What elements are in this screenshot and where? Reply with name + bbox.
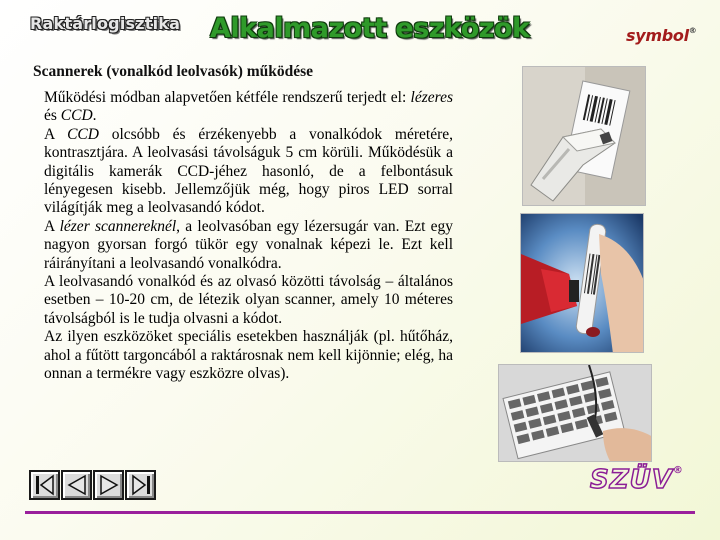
keyboard-photo [498, 364, 652, 462]
szuv-logo-text: SZÜV [590, 465, 673, 495]
szuv-logo-reg: ® [672, 465, 684, 476]
previous-slide-icon [65, 474, 89, 496]
p2-text-pre: A [44, 125, 68, 143]
paragraph-3 [44, 218, 453, 273]
previous-slide-button[interactable] [61, 470, 92, 500]
paragraph-1 [44, 89, 453, 126]
first-slide-icon [33, 474, 57, 496]
p1-text-mid: és [44, 107, 61, 125]
p1-text-post: . [92, 107, 97, 125]
next-slide-icon [97, 474, 121, 496]
paragraph-5: Az ilyen eszközöket speciális esetekben használják (pl. hűtőház, ahol a fűtött targoncából a raktárosnak nem kell kijönnie; elég, ha onnan a termékre vagy eszközre olvas). [44, 328, 453, 383]
red-scanner-photo [520, 213, 644, 353]
p3-text-post: , a leolvasóban egy lézersugár van. Ezt egy nagyon gyorsan forgó tükör egy vonalnak képezi le. Ezt kell ráirányítani a leolvasandó vonalkódra. [44, 217, 454, 272]
scanner-photo [522, 66, 646, 206]
p1-emphasis-ccd: CCD [60, 107, 93, 125]
first-slide-button[interactable] [29, 470, 60, 500]
p3-text-pre: A [44, 217, 60, 235]
next-slide-button[interactable] [93, 470, 124, 500]
p1-text-pre: Működési módban alapvetően kétféle rendszerű terjedt el: [44, 89, 411, 106]
symbol-logo-reg: ® [688, 26, 697, 35]
footer-divider [25, 511, 695, 514]
p3-emphasis-laser: lézer scannereknél [59, 217, 177, 235]
paragraph-4: A leolvasandó vonalkód és az olvasó közötti távolság – általános esetben – 10-20 cm, de létezik olyan scanner, amely 10 méteres távolságból is le tudja olvasni a kódot. [44, 273, 453, 327]
last-slide-icon [129, 474, 153, 496]
body-text [44, 89, 453, 384]
symbol-logo [626, 26, 696, 45]
last-slide-button[interactable] [125, 470, 156, 500]
p1-emphasis-lezeres: lézeres [410, 89, 453, 106]
section-title: Raktárlogisztika [30, 14, 181, 33]
content-subtitle: Scannerek (vonalkód leolvasók) működése [33, 63, 314, 80]
szuv-logo [590, 465, 684, 495]
slide-navigation [29, 470, 156, 500]
page-title: Alkalmazott eszközök [210, 13, 530, 44]
paragraph-2 [44, 126, 453, 218]
p2-emphasis-ccd: CCD [67, 125, 99, 143]
symbol-logo-text: symbol [626, 26, 689, 45]
p2-text-post: olcsóbb és érzékenyebb a vonalkódok méretére, kontrasztjára. A leolvasási távolságuk 5 cm körüli. Működésük a digitális kamerák CCD-jéhez hasonló, de a felbontásuk lényegesen kisebb. Jellemzőjük még, hogy piros LED sorral világítják meg a leolvasandó kódot. [44, 125, 453, 217]
